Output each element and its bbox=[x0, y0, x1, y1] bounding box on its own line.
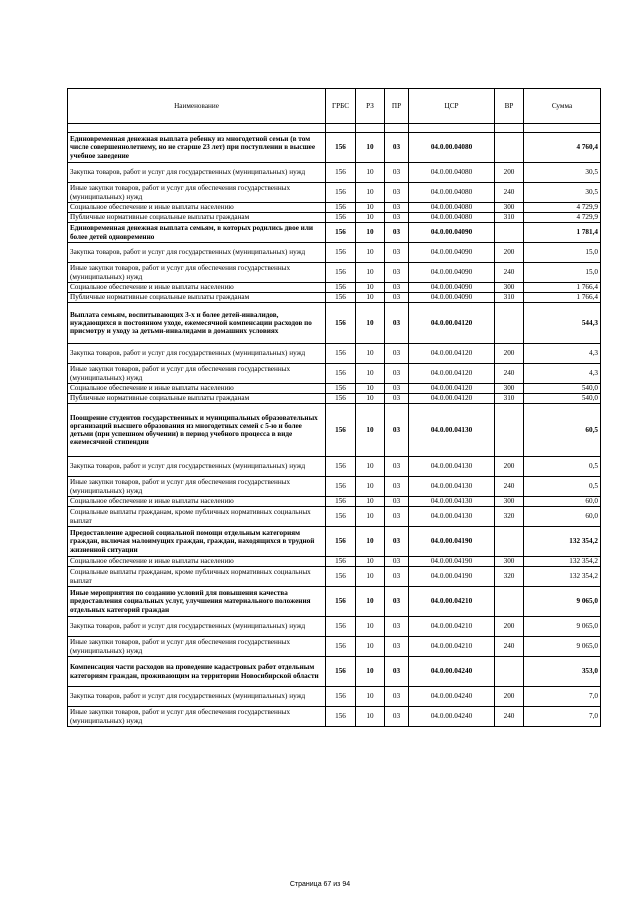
cell-pr: 03 bbox=[385, 587, 409, 617]
cell-pr: 03 bbox=[385, 394, 409, 404]
cell-rz: 10 bbox=[356, 477, 385, 497]
cell-rz: 10 bbox=[356, 637, 385, 657]
cell-pr: 03 bbox=[385, 527, 409, 557]
cell-csr: 04.0.00.04120 bbox=[409, 303, 495, 344]
cell-grbs: 156 bbox=[326, 497, 356, 507]
cell-name: Иные закупки товаров, работ и услуг для обеспечения государственных (муниципальных) нужд bbox=[68, 707, 326, 727]
cell-vr: 200 bbox=[495, 163, 524, 183]
cell-sum: 4 760,4 bbox=[524, 133, 601, 163]
cell-grbs: 156 bbox=[326, 617, 356, 637]
table-header-row bbox=[68, 89, 601, 124]
cell-grbs: 156 bbox=[326, 293, 356, 303]
cell-vr: 300 bbox=[495, 557, 524, 567]
cell-rz: 10 bbox=[356, 384, 385, 394]
spacer-cell bbox=[326, 124, 356, 133]
cell-vr: 200 bbox=[495, 687, 524, 707]
table-row bbox=[68, 133, 601, 163]
cell-grbs: 156 bbox=[326, 687, 356, 707]
cell-rz: 10 bbox=[356, 183, 385, 203]
cell-sum: 7,0 bbox=[524, 707, 601, 727]
cell-grbs: 156 bbox=[326, 213, 356, 223]
cell-name: Социальное обеспечение и иные выплаты населению bbox=[68, 384, 326, 394]
cell-sum: 9 065,0 bbox=[524, 637, 601, 657]
header-sum: Сумма bbox=[524, 89, 601, 124]
cell-csr: 04.0.00.04090 bbox=[409, 223, 495, 243]
cell-grbs: 156 bbox=[326, 527, 356, 557]
cell-pr: 03 bbox=[385, 617, 409, 637]
cell-name: Публичные нормативные социальные выплаты гражданам bbox=[68, 293, 326, 303]
cell-csr: 04.0.00.04130 bbox=[409, 507, 495, 527]
cell-csr: 04.0.00.04130 bbox=[409, 477, 495, 497]
cell-csr: 04.0.00.04080 bbox=[409, 183, 495, 203]
cell-grbs: 156 bbox=[326, 477, 356, 497]
cell-rz: 10 bbox=[356, 567, 385, 587]
header-vr: ВР bbox=[495, 89, 524, 124]
cell-csr: 04.0.00.04130 bbox=[409, 457, 495, 477]
cell-pr: 03 bbox=[385, 497, 409, 507]
table-row bbox=[68, 163, 601, 183]
cell-csr: 04.0.00.04240 bbox=[409, 687, 495, 707]
table-row bbox=[68, 557, 601, 567]
table-row bbox=[68, 707, 601, 727]
cell-name: Социальное обеспечение и иные выплаты населению bbox=[68, 557, 326, 567]
cell-name: Выплата семьям, воспитывающих 3-х и более детей-инвалидов, нуждающихся в постоянном уходе, ежемесячной компенсации расходов по присмотру и уходу за детьми-инвалидами в домашних условиях bbox=[68, 303, 326, 344]
cell-csr: 04.0.00.04090 bbox=[409, 293, 495, 303]
cell-pr: 03 bbox=[385, 657, 409, 687]
cell-csr: 04.0.00.04090 bbox=[409, 283, 495, 293]
cell-sum: 540,0 bbox=[524, 394, 601, 404]
cell-name: Публичные нормативные социальные выплаты гражданам bbox=[68, 394, 326, 404]
table-row bbox=[68, 293, 601, 303]
cell-vr bbox=[495, 133, 524, 163]
table-row bbox=[68, 404, 601, 457]
cell-csr: 04.0.00.04210 bbox=[409, 637, 495, 657]
cell-name: Закупка товаров, работ и услуг для государственных (муниципальных) нужд bbox=[68, 457, 326, 477]
cell-sum: 0,5 bbox=[524, 457, 601, 477]
cell-csr: 04.0.00.04080 bbox=[409, 163, 495, 183]
cell-name: Закупка товаров, работ и услуг для государственных (муниципальных) нужд bbox=[68, 344, 326, 364]
cell-sum: 132 354,2 bbox=[524, 567, 601, 587]
header-csr: ЦСР bbox=[409, 89, 495, 124]
cell-sum: 353,0 bbox=[524, 657, 601, 687]
cell-grbs: 156 bbox=[326, 567, 356, 587]
cell-grbs: 156 bbox=[326, 243, 356, 263]
header-pr: ПР bbox=[385, 89, 409, 124]
cell-pr: 03 bbox=[385, 687, 409, 707]
cell-rz: 10 bbox=[356, 344, 385, 364]
cell-csr: 04.0.00.04080 bbox=[409, 133, 495, 163]
cell-rz: 10 bbox=[356, 657, 385, 687]
spacer-row bbox=[68, 124, 601, 133]
cell-grbs: 156 bbox=[326, 384, 356, 394]
table-row bbox=[68, 507, 601, 527]
cell-name: Закупка товаров, работ и услуг для государственных (муниципальных) нужд bbox=[68, 243, 326, 263]
cell-sum: 15,0 bbox=[524, 243, 601, 263]
cell-pr: 03 bbox=[385, 567, 409, 587]
cell-csr: 04.0.00.04120 bbox=[409, 394, 495, 404]
cell-sum: 540,0 bbox=[524, 384, 601, 394]
cell-pr: 03 bbox=[385, 557, 409, 567]
cell-csr: 04.0.00.04080 bbox=[409, 203, 495, 213]
cell-rz: 10 bbox=[356, 283, 385, 293]
cell-vr: 240 bbox=[495, 707, 524, 727]
cell-pr: 03 bbox=[385, 163, 409, 183]
cell-rz: 10 bbox=[356, 507, 385, 527]
cell-grbs: 156 bbox=[326, 507, 356, 527]
cell-sum: 9 065,0 bbox=[524, 587, 601, 617]
cell-sum: 1 781,4 bbox=[524, 223, 601, 243]
header-grbs: ГРБС bbox=[326, 89, 356, 124]
cell-pr: 03 bbox=[385, 293, 409, 303]
cell-vr bbox=[495, 657, 524, 687]
cell-grbs: 156 bbox=[326, 263, 356, 283]
budget-table bbox=[67, 88, 601, 727]
cell-name: Иные закупки товаров, работ и услуг для обеспечения государственных (муниципальных) нужд bbox=[68, 477, 326, 497]
cell-vr: 240 bbox=[495, 364, 524, 384]
cell-vr: 300 bbox=[495, 497, 524, 507]
cell-rz: 10 bbox=[356, 457, 385, 477]
cell-vr bbox=[495, 527, 524, 557]
cell-sum: 15,0 bbox=[524, 263, 601, 283]
cell-sum: 4,3 bbox=[524, 364, 601, 384]
cell-name: Компенсация части расходов на проведение кадастровых работ отдельным категориям граждан, проживающим на территории Новосибирской области bbox=[68, 657, 326, 687]
cell-grbs: 156 bbox=[326, 183, 356, 203]
table-row bbox=[68, 567, 601, 587]
cell-csr: 04.0.00.04190 bbox=[409, 567, 495, 587]
cell-csr: 04.0.00.04210 bbox=[409, 617, 495, 637]
table-row bbox=[68, 263, 601, 283]
cell-vr: 200 bbox=[495, 344, 524, 364]
cell-pr: 03 bbox=[385, 384, 409, 394]
cell-csr: 04.0.00.04120 bbox=[409, 384, 495, 394]
cell-grbs: 156 bbox=[326, 133, 356, 163]
cell-csr: 04.0.00.04130 bbox=[409, 497, 495, 507]
cell-pr: 03 bbox=[385, 263, 409, 283]
table-row bbox=[68, 394, 601, 404]
table-row bbox=[68, 497, 601, 507]
cell-pr: 03 bbox=[385, 133, 409, 163]
cell-sum: 30,5 bbox=[524, 163, 601, 183]
table-body bbox=[68, 124, 601, 727]
cell-pr: 03 bbox=[385, 364, 409, 384]
cell-rz: 10 bbox=[356, 394, 385, 404]
table-row bbox=[68, 384, 601, 394]
cell-sum: 60,5 bbox=[524, 404, 601, 457]
cell-rz: 10 bbox=[356, 587, 385, 617]
cell-rz: 10 bbox=[356, 557, 385, 567]
cell-name: Социальное обеспечение и иные выплаты населению bbox=[68, 203, 326, 213]
cell-name: Социальное обеспечение и иные выплаты населению bbox=[68, 283, 326, 293]
cell-csr: 04.0.00.04120 bbox=[409, 364, 495, 384]
cell-grbs: 156 bbox=[326, 457, 356, 477]
cell-name: Единовременная денежная выплата ребенку из многодетной семьи (в том числе совершеннолетнему, но не старше 23 лет) при поступлении в высшее учебное заведение bbox=[68, 133, 326, 163]
page-number-footer: Страница 67 из 94 bbox=[289, 881, 351, 888]
cell-pr: 03 bbox=[385, 213, 409, 223]
cell-csr: 04.0.00.04190 bbox=[409, 557, 495, 567]
cell-csr: 04.0.00.04130 bbox=[409, 404, 495, 457]
cell-vr: 310 bbox=[495, 213, 524, 223]
cell-rz: 10 bbox=[356, 617, 385, 637]
cell-name: Закупка товаров, работ и услуг для государственных (муниципальных) нужд bbox=[68, 617, 326, 637]
cell-grbs: 156 bbox=[326, 303, 356, 344]
cell-sum: 0,5 bbox=[524, 477, 601, 497]
cell-sum: 9 065,0 bbox=[524, 617, 601, 637]
cell-pr: 03 bbox=[385, 477, 409, 497]
cell-name: Публичные нормативные социальные выплаты гражданам bbox=[68, 213, 326, 223]
cell-grbs: 156 bbox=[326, 223, 356, 243]
cell-grbs: 156 bbox=[326, 283, 356, 293]
cell-rz: 10 bbox=[356, 213, 385, 223]
cell-rz: 10 bbox=[356, 133, 385, 163]
cell-pr: 03 bbox=[385, 283, 409, 293]
cell-vr: 320 bbox=[495, 507, 524, 527]
cell-name: Иные закупки товаров, работ и услуг для обеспечения государственных (муниципальных) нужд bbox=[68, 263, 326, 283]
cell-grbs: 156 bbox=[326, 203, 356, 213]
cell-name: Закупка товаров, работ и услуг для государственных (муниципальных) нужд bbox=[68, 163, 326, 183]
cell-rz: 10 bbox=[356, 527, 385, 557]
spacer-cell bbox=[356, 124, 385, 133]
cell-pr: 03 bbox=[385, 223, 409, 243]
cell-name: Поощрение студентов государственных и муниципальных образовательных организаций высшего образования из многодетных семей с 5-ю и более детьми (при успешном обучении) в период учебного процесса в виде ежемесячной стипендии bbox=[68, 404, 326, 457]
cell-vr bbox=[495, 303, 524, 344]
cell-vr bbox=[495, 587, 524, 617]
cell-sum: 1 766,4 bbox=[524, 283, 601, 293]
cell-csr: 04.0.00.04080 bbox=[409, 213, 495, 223]
cell-rz: 10 bbox=[356, 303, 385, 344]
spacer-cell bbox=[524, 124, 601, 133]
cell-grbs: 156 bbox=[326, 637, 356, 657]
table-row bbox=[68, 344, 601, 364]
cell-vr: 300 bbox=[495, 203, 524, 213]
cell-grbs: 156 bbox=[326, 707, 356, 727]
cell-grbs: 156 bbox=[326, 344, 356, 364]
cell-sum: 132 354,2 bbox=[524, 527, 601, 557]
cell-vr: 320 bbox=[495, 567, 524, 587]
cell-vr: 200 bbox=[495, 243, 524, 263]
cell-pr: 03 bbox=[385, 344, 409, 364]
cell-vr: 310 bbox=[495, 293, 524, 303]
table-row bbox=[68, 203, 601, 213]
cell-name: Социальное обеспечение и иные выплаты населению bbox=[68, 497, 326, 507]
cell-grbs: 156 bbox=[326, 587, 356, 617]
table-row bbox=[68, 243, 601, 263]
cell-name: Предоставление адресной социальной помощи отдельным категориям граждан, включая малоимущих граждан, граждан, находящихся в трудной жизненной ситуации bbox=[68, 527, 326, 557]
cell-pr: 03 bbox=[385, 183, 409, 203]
cell-name: Закупка товаров, работ и услуг для государственных (муниципальных) нужд bbox=[68, 687, 326, 707]
spacer-cell bbox=[495, 124, 524, 133]
cell-csr: 04.0.00.04240 bbox=[409, 707, 495, 727]
table-row bbox=[68, 527, 601, 557]
cell-pr: 03 bbox=[385, 637, 409, 657]
cell-vr: 200 bbox=[495, 617, 524, 637]
cell-vr: 310 bbox=[495, 394, 524, 404]
cell-grbs: 156 bbox=[326, 163, 356, 183]
table-row bbox=[68, 457, 601, 477]
cell-rz: 10 bbox=[356, 364, 385, 384]
cell-vr: 240 bbox=[495, 477, 524, 497]
cell-name: Социальные выплаты гражданам, кроме публичных нормативных социальных выплат bbox=[68, 567, 326, 587]
cell-csr: 04.0.00.04090 bbox=[409, 263, 495, 283]
cell-csr: 04.0.00.04120 bbox=[409, 344, 495, 364]
cell-sum: 60,0 bbox=[524, 507, 601, 527]
header-rz: РЗ bbox=[356, 89, 385, 124]
cell-grbs: 156 bbox=[326, 394, 356, 404]
table-row bbox=[68, 617, 601, 637]
cell-pr: 03 bbox=[385, 203, 409, 213]
cell-csr: 04.0.00.04210 bbox=[409, 587, 495, 617]
header-name: Наименование bbox=[68, 89, 326, 124]
cell-sum: 4 729,9 bbox=[524, 213, 601, 223]
cell-name: Иные закупки товаров, работ и услуг для обеспечения государственных (муниципальных) нужд bbox=[68, 364, 326, 384]
cell-vr: 240 bbox=[495, 183, 524, 203]
cell-pr: 03 bbox=[385, 507, 409, 527]
cell-sum: 7,0 bbox=[524, 687, 601, 707]
cell-vr bbox=[495, 223, 524, 243]
table-row bbox=[68, 587, 601, 617]
cell-sum: 4 729,9 bbox=[524, 203, 601, 213]
spacer-cell bbox=[385, 124, 409, 133]
cell-vr bbox=[495, 404, 524, 457]
cell-name: Иные закупки товаров, работ и услуг для обеспечения государственных (муниципальных) нужд bbox=[68, 183, 326, 203]
cell-pr: 03 bbox=[385, 707, 409, 727]
cell-sum: 4,3 bbox=[524, 344, 601, 364]
cell-vr: 240 bbox=[495, 637, 524, 657]
cell-pr: 03 bbox=[385, 303, 409, 344]
table-row bbox=[68, 687, 601, 707]
cell-sum: 132 354,2 bbox=[524, 557, 601, 567]
table-row bbox=[68, 657, 601, 687]
spacer-cell bbox=[409, 124, 495, 133]
cell-rz: 10 bbox=[356, 163, 385, 183]
cell-vr: 300 bbox=[495, 283, 524, 293]
spacer-cell bbox=[68, 124, 326, 133]
cell-csr: 04.0.00.04090 bbox=[409, 243, 495, 263]
cell-rz: 10 bbox=[356, 203, 385, 213]
cell-rz: 10 bbox=[356, 687, 385, 707]
cell-sum: 1 766,4 bbox=[524, 293, 601, 303]
cell-grbs: 156 bbox=[326, 557, 356, 567]
table-row bbox=[68, 364, 601, 384]
cell-sum: 60,0 bbox=[524, 497, 601, 507]
cell-sum: 544,3 bbox=[524, 303, 601, 344]
cell-rz: 10 bbox=[356, 243, 385, 263]
cell-pr: 03 bbox=[385, 457, 409, 477]
cell-grbs: 156 bbox=[326, 657, 356, 687]
cell-pr: 03 bbox=[385, 243, 409, 263]
cell-sum: 30,5 bbox=[524, 183, 601, 203]
table-row bbox=[68, 637, 601, 657]
cell-grbs: 156 bbox=[326, 404, 356, 457]
cell-vr: 300 bbox=[495, 384, 524, 394]
cell-rz: 10 bbox=[356, 707, 385, 727]
cell-vr: 200 bbox=[495, 457, 524, 477]
table-row bbox=[68, 283, 601, 293]
cell-name: Иные закупки товаров, работ и услуг для обеспечения государственных (муниципальных) нужд bbox=[68, 637, 326, 657]
cell-rz: 10 bbox=[356, 497, 385, 507]
cell-pr: 03 bbox=[385, 404, 409, 457]
cell-rz: 10 bbox=[356, 293, 385, 303]
table-row bbox=[68, 183, 601, 203]
table-row bbox=[68, 223, 601, 243]
cell-name: Социальные выплаты гражданам, кроме публичных нормативных социальных выплат bbox=[68, 507, 326, 527]
cell-name: Единовременная денежная выплата семьям, в которых родились двое или более детей одновременно bbox=[68, 223, 326, 243]
cell-rz: 10 bbox=[356, 263, 385, 283]
cell-csr: 04.0.00.04190 bbox=[409, 527, 495, 557]
cell-rz: 10 bbox=[356, 223, 385, 243]
table-row bbox=[68, 303, 601, 344]
cell-grbs: 156 bbox=[326, 364, 356, 384]
cell-rz: 10 bbox=[356, 404, 385, 457]
table-row bbox=[68, 213, 601, 223]
cell-name: Иные мероприятия по созданию условий для повышения качества предоставления социальных услуг, улучшения материального положения отдельных категорий граждан bbox=[68, 587, 326, 617]
cell-vr: 240 bbox=[495, 263, 524, 283]
cell-csr: 04.0.00.04240 bbox=[409, 657, 495, 687]
table-row bbox=[68, 477, 601, 497]
